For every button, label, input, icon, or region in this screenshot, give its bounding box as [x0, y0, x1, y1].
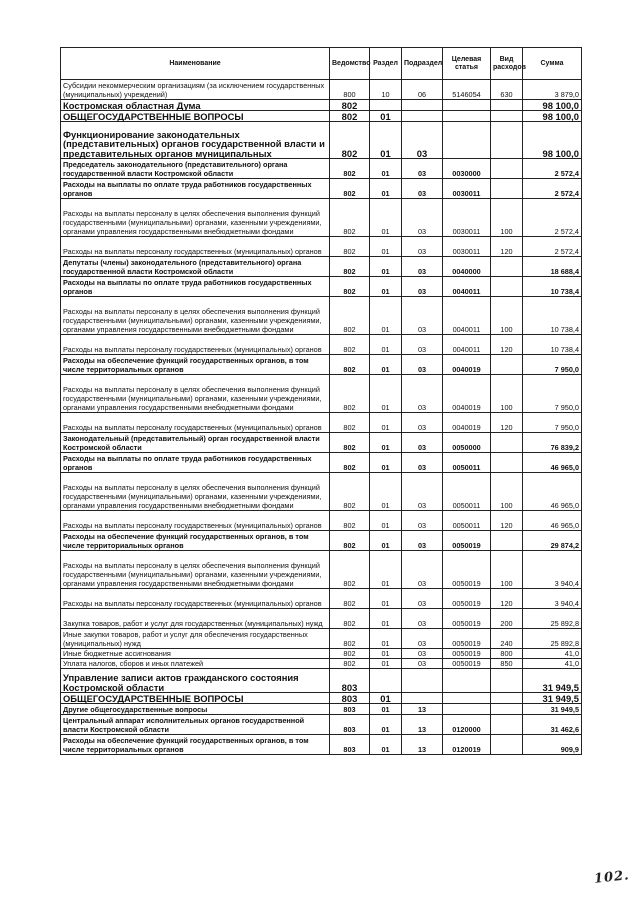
table-row	[61, 257, 582, 277]
cell-razdel: 01	[370, 375, 402, 413]
cell-tselevaya: 0050019	[443, 551, 491, 589]
cell-tselevaya: 0050011	[443, 453, 491, 473]
cell-name: Управление записи актов гражданского состояния Костромской области	[61, 669, 330, 693]
cell-vid	[491, 355, 523, 375]
handwritten-page-number: 102.	[593, 868, 631, 887]
cell-podrazdel: 03	[402, 413, 443, 433]
cell-summa: 76 839,2	[523, 433, 582, 453]
cell-razdel: 01	[370, 511, 402, 531]
cell-tselevaya: 0030011	[443, 199, 491, 237]
cell-vid: 120	[491, 511, 523, 531]
cell-summa: 10 738,4	[523, 335, 582, 355]
cell-summa: 18 688,4	[523, 257, 582, 277]
cell-summa: 31 949,5	[523, 704, 582, 715]
cell-razdel: 01	[370, 237, 402, 257]
header-tselevaya: Целевая статья	[443, 48, 491, 80]
cell-summa: 2 572,4	[523, 199, 582, 237]
cell-podrazdel: 03	[402, 122, 443, 159]
cell-tselevaya: 0050019	[443, 589, 491, 609]
cell-podrazdel	[402, 669, 443, 693]
cell-name: Расходы на выплаты персоналу государственных (муниципальных) органов	[61, 589, 330, 609]
cell-vedomstvo: 802	[330, 122, 370, 159]
cell-name: Законодательный (представительный) орган государственной власти Костромской области	[61, 433, 330, 453]
table-row	[61, 531, 582, 551]
cell-razdel: 01	[370, 277, 402, 297]
cell-tselevaya: 0050011	[443, 473, 491, 511]
table-row	[61, 589, 582, 609]
cell-name: Расходы на выплаты персоналу государственных (муниципальных) органов	[61, 413, 330, 433]
cell-summa: 2 572,4	[523, 159, 582, 179]
cell-vid	[491, 122, 523, 159]
table-row	[61, 453, 582, 473]
cell-vid	[491, 179, 523, 199]
cell-vedomstvo: 802	[330, 277, 370, 297]
cell-vedomstvo: 802	[330, 551, 370, 589]
cell-vid	[491, 277, 523, 297]
cell-razdel: 01	[370, 453, 402, 473]
cell-vedomstvo: 802	[330, 413, 370, 433]
cell-name: Расходы на выплаты персоналу в целях обеспечения выполнения функций государственными (муниципальными) органами, казенными учреждениями, органами управления государственными внебюджетными фондами	[61, 551, 330, 589]
table-row	[61, 335, 582, 355]
cell-vid	[491, 715, 523, 735]
cell-tselevaya: 0040019	[443, 355, 491, 375]
budget-table-sheet	[60, 47, 581, 755]
cell-podrazdel: 03	[402, 179, 443, 199]
cell-name: Расходы на выплаты персоналу в целях обеспечения выполнения функций государственными (муниципальными) органами, казенными учреждениями, органами управления государственными внебюджетными фондами	[61, 473, 330, 511]
cell-razdel: 01	[370, 111, 402, 122]
cell-vid	[491, 111, 523, 122]
cell-vedomstvo: 802	[330, 629, 370, 649]
cell-razdel: 01	[370, 735, 402, 755]
cell-razdel: 01	[370, 473, 402, 511]
cell-name: Расходы на выплаты по оплате труда работников государственных органов	[61, 453, 330, 473]
cell-vedomstvo: 802	[330, 355, 370, 375]
cell-vid: 100	[491, 551, 523, 589]
cell-name: Расходы на выплаты персоналу в целях обеспечения выполнения функций государственными (муниципальными) органами, казенными учреждениями, органами управления государственными внебюджетными фондами	[61, 375, 330, 413]
table-row	[61, 473, 582, 511]
cell-name: Функционирование законодательных (представительных) органов государственной власти и представительных органов муниципальных	[61, 122, 330, 159]
cell-razdel: 01	[370, 179, 402, 199]
cell-razdel: 10	[370, 80, 402, 100]
cell-vedomstvo: 802	[330, 659, 370, 669]
table-row	[61, 355, 582, 375]
cell-vedomstvo: 802	[330, 511, 370, 531]
cell-name: Уплата налогов, сборов и иных платежей	[61, 659, 330, 669]
cell-summa: 46 965,0	[523, 473, 582, 511]
cell-vedomstvo: 802	[330, 111, 370, 122]
cell-summa: 3 879,0	[523, 80, 582, 100]
cell-name: Закупка товаров, работ и услуг для государственных (муниципальных) нужд	[61, 609, 330, 629]
cell-tselevaya	[443, 122, 491, 159]
cell-name: Костромская областная Дума	[61, 100, 330, 111]
cell-name: ОБЩЕГОСУДАРСТВЕННЫЕ ВОПРОСЫ	[61, 111, 330, 122]
cell-summa: 3 940,4	[523, 551, 582, 589]
cell-podrazdel: 03	[402, 335, 443, 355]
cell-podrazdel: 03	[402, 433, 443, 453]
cell-vid	[491, 100, 523, 111]
cell-podrazdel: 13	[402, 704, 443, 715]
cell-summa: 7 950,0	[523, 355, 582, 375]
table-row	[61, 704, 582, 715]
cell-razdel: 01	[370, 659, 402, 669]
cell-vedomstvo: 802	[330, 237, 370, 257]
cell-podrazdel: 03	[402, 375, 443, 413]
table-row	[61, 277, 582, 297]
cell-name: Расходы на выплаты персоналу государственных (муниципальных) органов	[61, 237, 330, 257]
cell-podrazdel: 03	[402, 277, 443, 297]
cell-vedomstvo: 802	[330, 649, 370, 659]
table-body	[61, 80, 582, 755]
cell-summa: 29 874,2	[523, 531, 582, 551]
cell-vedomstvo: 802	[330, 100, 370, 111]
cell-vedomstvo: 802	[330, 335, 370, 355]
cell-podrazdel: 13	[402, 735, 443, 755]
cell-razdel	[370, 669, 402, 693]
cell-tselevaya: 0040011	[443, 335, 491, 355]
cell-vedomstvo: 803	[330, 715, 370, 735]
table-row	[61, 111, 582, 122]
cell-podrazdel: 03	[402, 609, 443, 629]
cell-podrazdel: 03	[402, 511, 443, 531]
table-row	[61, 199, 582, 237]
cell-razdel: 01	[370, 335, 402, 355]
cell-razdel: 01	[370, 433, 402, 453]
table-row	[61, 659, 582, 669]
cell-vedomstvo: 802	[330, 473, 370, 511]
cell-vedomstvo: 803	[330, 704, 370, 715]
cell-vid: 120	[491, 413, 523, 433]
cell-name: Расходы на выплаты по оплате труда работников государственных органов	[61, 277, 330, 297]
cell-tselevaya: 0050019	[443, 659, 491, 669]
cell-vedomstvo: 802	[330, 199, 370, 237]
cell-tselevaya: 0120000	[443, 715, 491, 735]
table-row	[61, 433, 582, 453]
cell-tselevaya: 0040019	[443, 375, 491, 413]
cell-tselevaya: 0050019	[443, 531, 491, 551]
cell-podrazdel	[402, 100, 443, 111]
cell-vedomstvo: 802	[330, 179, 370, 199]
table-row	[61, 122, 582, 159]
cell-name: Центральный аппарат исполнительных органов государственной власти Костромской области	[61, 715, 330, 735]
cell-summa: 41,0	[523, 649, 582, 659]
cell-name: Депутаты (члены) законодательного (представительного) органа государственной власти Костромской области	[61, 257, 330, 277]
cell-tselevaya: 0050019	[443, 649, 491, 659]
cell-summa: 3 940,4	[523, 589, 582, 609]
cell-summa: 41,0	[523, 659, 582, 669]
cell-tselevaya: 0040011	[443, 277, 491, 297]
cell-vid	[491, 257, 523, 277]
cell-razdel	[370, 100, 402, 111]
cell-razdel: 01	[370, 551, 402, 589]
cell-razdel: 01	[370, 199, 402, 237]
cell-name: Иные закупки товаров, работ и услуг для обеспечения государственных (муниципальных) нужд	[61, 629, 330, 649]
cell-vid: 100	[491, 375, 523, 413]
cell-razdel: 01	[370, 693, 402, 704]
cell-vedomstvo: 802	[330, 375, 370, 413]
cell-podrazdel: 03	[402, 629, 443, 649]
cell-tselevaya	[443, 100, 491, 111]
table-row	[61, 237, 582, 257]
header-name: Наименование	[61, 48, 330, 80]
budget-table	[60, 47, 582, 755]
header-summa: Сумма	[523, 48, 582, 80]
cell-vedomstvo: 802	[330, 609, 370, 629]
table-row	[61, 375, 582, 413]
cell-podrazdel: 03	[402, 257, 443, 277]
cell-podrazdel: 03	[402, 551, 443, 589]
cell-vedomstvo: 802	[330, 433, 370, 453]
cell-summa: 25 892,8	[523, 629, 582, 649]
table-row	[61, 715, 582, 735]
cell-podrazdel: 03	[402, 473, 443, 511]
cell-tselevaya	[443, 704, 491, 715]
table-row	[61, 413, 582, 433]
cell-razdel: 01	[370, 413, 402, 433]
cell-podrazdel: 03	[402, 453, 443, 473]
cell-podrazdel: 13	[402, 715, 443, 735]
cell-podrazdel: 03	[402, 355, 443, 375]
cell-podrazdel	[402, 693, 443, 704]
table-row	[61, 669, 582, 693]
cell-podrazdel: 03	[402, 199, 443, 237]
cell-tselevaya	[443, 693, 491, 704]
cell-vid: 100	[491, 473, 523, 511]
cell-podrazdel: 03	[402, 297, 443, 335]
cell-name: Расходы на обеспечение функций государственных органов, в том числе территориальных органов	[61, 735, 330, 755]
cell-tselevaya: 0040019	[443, 413, 491, 433]
table-row	[61, 649, 582, 659]
cell-podrazdel: 06	[402, 80, 443, 100]
cell-vid: 120	[491, 335, 523, 355]
cell-podrazdel: 03	[402, 589, 443, 609]
table-row	[61, 80, 582, 100]
cell-vedomstvo: 802	[330, 159, 370, 179]
cell-name: Председатель законодательного (представительного) органа государственной власти Костромской области	[61, 159, 330, 179]
cell-summa: 31 949,5	[523, 669, 582, 693]
cell-vid: 100	[491, 199, 523, 237]
cell-vedomstvo: 803	[330, 669, 370, 693]
table-row	[61, 100, 582, 111]
cell-tselevaya: 0030000	[443, 159, 491, 179]
cell-tselevaya: 5146054	[443, 80, 491, 100]
cell-tselevaya: 0040011	[443, 297, 491, 335]
cell-razdel: 01	[370, 715, 402, 735]
cell-vid	[491, 531, 523, 551]
header-vid: Вид расходов	[491, 48, 523, 80]
cell-vedomstvo: 803	[330, 693, 370, 704]
table-header-row	[61, 48, 582, 80]
cell-vid: 120	[491, 237, 523, 257]
table-row	[61, 511, 582, 531]
cell-razdel: 01	[370, 355, 402, 375]
cell-vid	[491, 693, 523, 704]
table-row	[61, 297, 582, 335]
cell-name: Расходы на выплаты персоналу в целях обеспечения выполнения функций государственными (муниципальными) органами, казенными учреждениями, органами управления государственными внебюджетными фондами	[61, 297, 330, 335]
cell-summa: 46 965,0	[523, 453, 582, 473]
cell-podrazdel: 03	[402, 649, 443, 659]
cell-vid: 200	[491, 609, 523, 629]
cell-razdel: 01	[370, 297, 402, 335]
cell-name: Иные бюджетные ассигнования	[61, 649, 330, 659]
cell-name: Другие общегосударственные вопросы	[61, 704, 330, 715]
cell-summa: 98 100,0	[523, 100, 582, 111]
cell-summa: 98 100,0	[523, 122, 582, 159]
cell-summa: 25 892,8	[523, 609, 582, 629]
cell-tselevaya: 0120019	[443, 735, 491, 755]
cell-summa: 7 950,0	[523, 375, 582, 413]
cell-tselevaya: 0050019	[443, 609, 491, 629]
cell-name: Субсидии некоммерческим организациям (за исключением государственных (муниципальных) учреждений)	[61, 80, 330, 100]
cell-tselevaya: 0050011	[443, 511, 491, 531]
cell-razdel: 01	[370, 257, 402, 277]
table-row	[61, 629, 582, 649]
cell-razdel: 01	[370, 629, 402, 649]
cell-summa: 10 738,4	[523, 277, 582, 297]
cell-vid: 240	[491, 629, 523, 649]
cell-podrazdel: 03	[402, 159, 443, 179]
cell-vid: 630	[491, 80, 523, 100]
cell-summa: 2 572,4	[523, 179, 582, 199]
cell-tselevaya: 0050019	[443, 629, 491, 649]
cell-tselevaya: 0030011	[443, 179, 491, 199]
cell-razdel: 01	[370, 609, 402, 629]
cell-summa: 46 965,0	[523, 511, 582, 531]
cell-summa: 2 572,4	[523, 237, 582, 257]
cell-vid	[491, 433, 523, 453]
header-vedomstvo: Ведомство	[330, 48, 370, 80]
cell-vid	[491, 453, 523, 473]
cell-vid	[491, 669, 523, 693]
cell-vedomstvo: 800	[330, 80, 370, 100]
header-podrazdel: Подраздел	[402, 48, 443, 80]
cell-podrazdel: 03	[402, 237, 443, 257]
cell-vedomstvo: 803	[330, 735, 370, 755]
cell-name: Расходы на выплаты персоналу в целях обеспечения выполнения функций государственными (муниципальными) органами, казенными учреждениями, органами управления государственными внебюджетными фондами	[61, 199, 330, 237]
cell-vid: 850	[491, 659, 523, 669]
cell-name: ОБЩЕГОСУДАРСТВЕННЫЕ ВОПРОСЫ	[61, 693, 330, 704]
cell-summa: 98 100,0	[523, 111, 582, 122]
cell-vid: 120	[491, 589, 523, 609]
cell-tselevaya: 0050000	[443, 433, 491, 453]
cell-summa: 10 738,4	[523, 297, 582, 335]
cell-podrazdel	[402, 111, 443, 122]
cell-razdel: 01	[370, 122, 402, 159]
cell-name: Расходы на выплаты персоналу государственных (муниципальных) органов	[61, 335, 330, 355]
cell-name: Расходы на выплаты персоналу государственных (муниципальных) органов	[61, 511, 330, 531]
cell-vid	[491, 735, 523, 755]
cell-vedomstvo: 802	[330, 297, 370, 335]
cell-summa: 7 950,0	[523, 413, 582, 433]
cell-tselevaya	[443, 669, 491, 693]
cell-tselevaya	[443, 111, 491, 122]
table-row	[61, 735, 582, 755]
cell-vedomstvo: 802	[330, 453, 370, 473]
cell-vid: 800	[491, 649, 523, 659]
table-row	[61, 179, 582, 199]
cell-tselevaya: 0030011	[443, 237, 491, 257]
cell-summa: 31 949,5	[523, 693, 582, 704]
cell-name: Расходы на обеспечение функций государственных органов, в том числе территориальных органов	[61, 355, 330, 375]
cell-razdel: 01	[370, 531, 402, 551]
table-row	[61, 551, 582, 589]
cell-vid: 100	[491, 297, 523, 335]
cell-summa: 909,9	[523, 735, 582, 755]
cell-podrazdel: 03	[402, 531, 443, 551]
table-row	[61, 693, 582, 704]
cell-vid	[491, 159, 523, 179]
cell-tselevaya: 0040000	[443, 257, 491, 277]
cell-razdel: 01	[370, 704, 402, 715]
cell-razdel: 01	[370, 649, 402, 659]
cell-vedomstvo: 802	[330, 257, 370, 277]
cell-vid	[491, 704, 523, 715]
cell-vedomstvo: 802	[330, 589, 370, 609]
cell-razdel: 01	[370, 159, 402, 179]
cell-summa: 31 462,6	[523, 715, 582, 735]
cell-name: Расходы на выплаты по оплате труда работников государственных органов	[61, 179, 330, 199]
cell-razdel: 01	[370, 589, 402, 609]
table-row	[61, 609, 582, 629]
header-razdel: Раздел	[370, 48, 402, 80]
cell-name: Расходы на обеспечение функций государственных органов, в том числе территориальных органов	[61, 531, 330, 551]
cell-vedomstvo: 802	[330, 531, 370, 551]
cell-podrazdel: 03	[402, 659, 443, 669]
table-row	[61, 159, 582, 179]
